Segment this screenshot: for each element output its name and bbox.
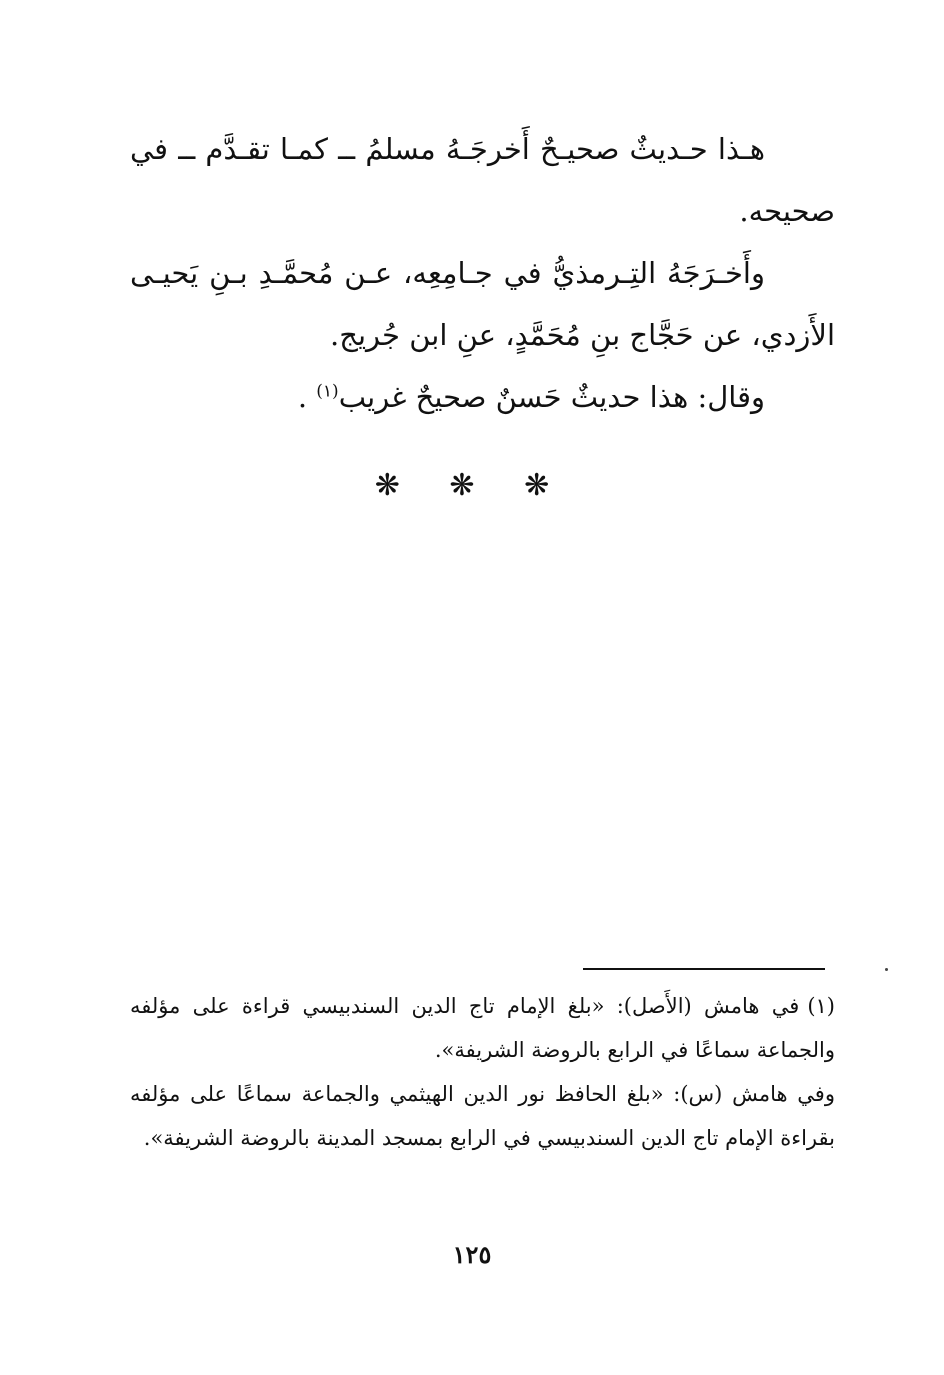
footnotes	[130, 984, 835, 1160]
section-separator-stars: ❋ ❋ ❋	[374, 468, 570, 503]
paragraph-tirmidhi-chain: وأَخـرَجَهُ التِـرمذيُّ في جـامِعِه، عـن مُحمَّـدِ بـنِ يَحيـى الأَزدي، عن حَجَّاج بنِ مُحَمَّدٍ، عنِ ابن جُريج.	[130, 256, 835, 352]
main-text	[130, 118, 835, 428]
verdict-text: وقال: هذا حديثٌ حَسنٌ صحيحٌ غريب	[338, 380, 765, 414]
margin-mark	[885, 968, 888, 971]
page-number: ١٢٥	[452, 1240, 492, 1269]
footnote-1-text: في هامش (الأَصل): «بلغ الإمام تاج الدين السندبيسي قراءة على مؤلفه والجماعة سماعًا في الرابع بالروضة الشريفة».	[130, 994, 835, 1062]
verdict-end: .	[297, 380, 308, 414]
paragraph-tirmidhi-verdict	[130, 366, 835, 428]
footnote-reference: (١)	[316, 381, 339, 402]
footnote-1	[130, 984, 835, 1072]
footnote-2: وفي هامش (س): «بلغ الحافظ نور الدين الهيثمي والجماعة سماعًا على مؤلفه بقراءة الإمام تاج الدين السندبيسي في الرابع بمسجد المدينة بالروضة الشريفة».	[130, 1082, 835, 1150]
footnote-divider	[583, 968, 825, 970]
paragraph-hadith-grading: هـذا حـديثٌ صحيـحٌ أَخرجَـهُ مسلمُ ــ كمـا تقـدَّم ــ في صحيحه.	[130, 132, 835, 228]
footnote-number: (١)	[807, 994, 835, 1018]
